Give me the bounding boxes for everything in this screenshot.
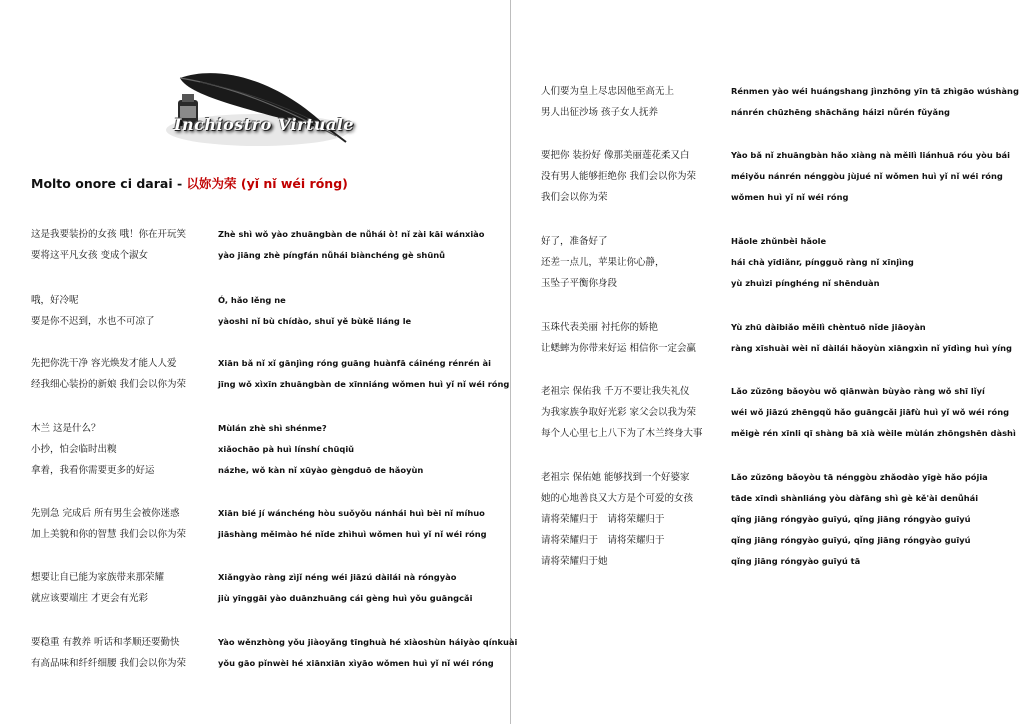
chinese-lyric: 人们要为皇上尽忠因他至高无上 <box>541 86 675 97</box>
pinyin-lyric: Xiān bié jí wánchéng hòu suǒyǒu nánhái huì bèi nǐ míhuo <box>218 508 485 518</box>
pinyin-lyric: Hǎole zhǔnbèi hǎole <box>731 236 827 246</box>
pinyin-lyric: xiǎochāo pà huì línshí chūqiǔ <box>218 444 355 454</box>
pinyin-lyric: yàoshi nǐ bù chídào, shuǐ yě bùkě liáng le <box>218 316 412 326</box>
title-italian: Molto onore ci darai - <box>31 176 187 191</box>
pinyin-lyric: měigè rén xīnli qī shàng bā xià wèile mùlán zhōngshēn dàshì <box>731 428 1016 438</box>
chinese-lyric: 要把你 装扮好 像那美丽莲花柔又白 <box>541 150 690 161</box>
pinyin-lyric: nánrén chūzhēng shāchǎng háizi nǚrén fǔyǎng <box>731 107 950 117</box>
pinyin-lyric: méiyǒu nánrén nénggòu jùjué nǐ wǒmen huì yǐ nǐ wéi róng <box>731 171 1003 181</box>
chinese-lyric: 经我细心装扮的新娘 我们会以你为荣 <box>31 379 187 390</box>
pinyin-lyric: názhe, wǒ kàn nǐ xūyào gèngduō de hǎoyùn <box>218 465 424 475</box>
chinese-lyric: 拿着，我看你需要更多的好运 <box>31 465 155 476</box>
chinese-lyric: 每个人心里七上八下为了木兰终身大事 <box>541 428 703 439</box>
chinese-lyric: 先别急 完成后 所有男生会被你迷惑 <box>31 508 180 519</box>
chinese-lyric: 请将荣耀归于 请将荣耀归于 <box>541 535 665 546</box>
pinyin-lyric: jiāshàng měimào hé nǐde zhìhuì wǒmen huì yǐ nǐ wéi róng <box>218 529 487 539</box>
pinyin-lyric: jīng wǒ xìxīn zhuāngbàn de xīnniáng wǒmen huì yǐ nǐ wéi róng <box>218 379 510 389</box>
pinyin-lyric: Yù zhū dàibiǎo měilì chèntuō nǐde jiāoyàn <box>731 322 926 332</box>
pinyin-lyric: Rénmen yào wéi huángshang jìnzhōng yīn tā zhìgāo wúshàng <box>731 86 1019 96</box>
pinyin-lyric: wéi wǒ jiāzú zhēngqǔ hǎo guāngcǎi jiāfù huì yǐ wǒ wéi róng <box>731 407 1010 417</box>
pinyin-lyric: Xiān bǎ nǐ xǐ gānjìng róng guāng huànfā cáinéng rénrén ài <box>218 358 491 368</box>
pinyin-lyric: yù zhuìzi pínghéng nǐ shēnduàn <box>731 278 880 288</box>
chinese-lyric: 玉坠子平衡你身段 <box>541 278 618 289</box>
chinese-lyric: 就应该要端庄 才更会有光彩 <box>31 593 149 604</box>
pinyin-lyric: Zhè shì wǒ yào zhuāngbàn de nǚhái ò! nǐ zài kāi wánxiào <box>218 229 485 239</box>
pinyin-lyric: hái chà yīdiǎnr, píngguǒ ràng nǐ xīnjìng <box>731 257 914 267</box>
chinese-lyric: 为我家族争取好光彩 家父会以我为荣 <box>541 407 697 418</box>
page-divider <box>510 0 511 724</box>
chinese-lyric: 没有男人能够拒绝你 我们会以你为荣 <box>541 171 697 182</box>
pinyin-lyric: qǐng jiāng róngyào guīyú, qǐng jiāng róngyào guīyú <box>731 514 971 524</box>
chinese-lyric: 好了，准备好了 <box>541 236 608 247</box>
pinyin-lyric: Xiǎngyào ràng zìjǐ néng wéi jiāzú dàilái nà róngyào <box>218 572 457 582</box>
chinese-lyric: 让蟋蟀为你带来好运 相信你一定会赢 <box>541 343 697 354</box>
chinese-lyric: 老祖宗 保佑她 能够找到一个好婆家 <box>541 472 690 483</box>
title-chinese: 以妳为荣 (yǐ nǐ wéi róng) <box>186 176 348 191</box>
pinyin-lyric: yǒu gāo pǐnwèi hé xiānxiān xìyāo wǒmen huì yǐ nǐ wéi róng <box>218 658 494 668</box>
chinese-lyric: 先把你洗干净 容光焕发才能人人爱 <box>31 358 177 369</box>
chinese-lyric: 要将这平凡女孩 变成个淑女 <box>31 250 149 261</box>
chinese-lyric: 还差一点儿，苹果让你心静， <box>541 257 665 268</box>
chinese-lyric: 老祖宗 保佑我 千万不要让我失礼仪 <box>541 386 690 397</box>
logo <box>160 60 356 150</box>
chinese-lyric: 想要让自已能为家族带来那荣耀 <box>31 572 165 583</box>
chinese-lyric: 有高品味和纤纤细腰 我们会以你为荣 <box>31 658 187 669</box>
pinyin-lyric: Yào wěnzhòng yǒu jiàoyǎng tīnghuà hé xiàoshùn háiyào qínkuài <box>218 637 518 647</box>
quill-inkwell-icon <box>160 60 356 150</box>
chinese-lyric: 她的心地善良又大方是个可爱的女孩 <box>541 493 694 504</box>
chinese-lyric: 男人出征沙场 孩子女人抚养 <box>541 107 659 118</box>
pinyin-lyric: ràng xīshuài wèi nǐ dàilái hǎoyùn xiāngxìn nǐ yīdìng huì yíng <box>731 343 1012 353</box>
song-title <box>31 174 348 192</box>
chinese-lyric: 请将荣耀归于 请将荣耀归于 <box>541 514 665 525</box>
chinese-lyric: 木兰 这是什么？ <box>31 423 101 434</box>
logo-text: Inchiostro Virtuale <box>174 115 355 134</box>
pinyin-lyric: Lǎo zǔzōng bǎoyòu wǒ qiānwàn bùyào ràng wǒ shī lǐyí <box>731 386 985 396</box>
chinese-lyric: 请将荣耀归于她 <box>541 556 608 567</box>
pinyin-lyric: yào jiāng zhè píngfán nǚhái biànchéng gè shūnǚ <box>218 250 446 260</box>
pinyin-lyric: Yào bǎ nǐ zhuāngbàn hǎo xiàng nà měilì liánhuā róu yòu bái <box>731 150 1010 160</box>
chinese-lyric: 我们会以你为荣 <box>541 192 608 203</box>
pinyin-lyric: qǐng jiāng róngyào guīyú, qǐng jiāng róngyào guīyú <box>731 535 971 545</box>
chinese-lyric: 哦，好冷呢 <box>31 295 79 306</box>
pinyin-lyric: wǒmen huì yǐ nǐ wéi róng <box>731 192 849 202</box>
pinyin-lyric: Ó, hǎo lěng ne <box>218 295 286 305</box>
chinese-lyric: 要稳重 有教养 听话和孝顺还要勤快 <box>31 637 180 648</box>
chinese-lyric: 加上美貌和你的智慧 我们会以你为荣 <box>31 529 187 540</box>
chinese-lyric: 玉珠代表美丽 衬托你的娇艳 <box>541 322 659 333</box>
pinyin-lyric: Mùlán zhè shì shénme? <box>218 423 327 433</box>
chinese-lyric: 要是你不迟到，水也不可凉了 <box>31 316 155 327</box>
chinese-lyric: 这是我要装扮的女孩 哦！你在开玩笑 <box>31 229 187 240</box>
pinyin-lyric: jiù yīnggāi yào duānzhuāng cái gèng huì yǒu guāngcǎi <box>218 593 473 603</box>
chinese-lyric: 小抄，怕会临时出糗 <box>31 444 117 455</box>
pinyin-lyric: tāde xīndì shànliáng yòu dàfāng shì gè kě'ài denǚhái <box>731 493 979 503</box>
pinyin-lyric: qǐng jiāng róngyào guīyú tā <box>731 556 861 566</box>
pinyin-lyric: Lǎo zǔzōng bǎoyòu tā nénggòu zhǎodào yīgè hǎo pójia <box>731 472 988 482</box>
